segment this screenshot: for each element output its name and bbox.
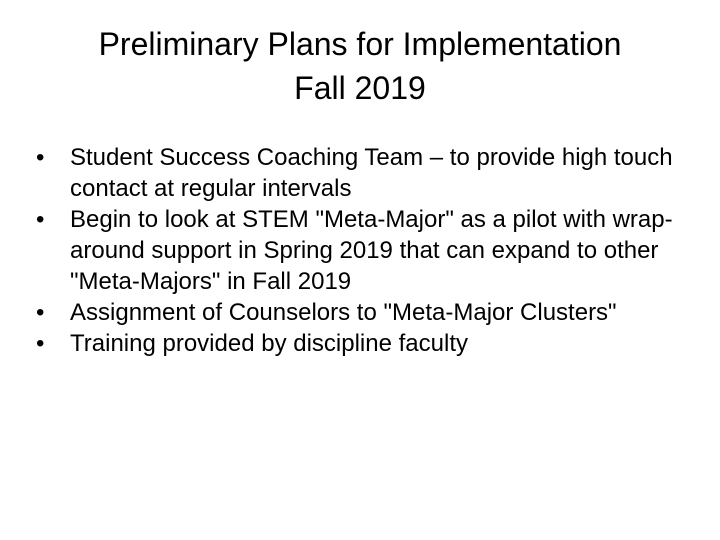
- bullet-list: [36, 142, 686, 359]
- bullet-item: [36, 297, 686, 328]
- bullet-marker: •: [36, 330, 45, 357]
- title-line-2: Fall 2019: [294, 70, 426, 106]
- bullet-text: Student Success Coaching Team – to provide high touch contact at regular intervals: [70, 144, 673, 202]
- bullet-item: [36, 328, 686, 359]
- bullet-text: Begin to look at STEM "Meta-Major" as a pilot with wrap-around support in Spring 2019 that can expand to other "Meta-Majors" in Fall 2019: [70, 206, 673, 295]
- bullet-item: [36, 142, 686, 204]
- bullet-item: [36, 204, 686, 297]
- bullet-marker: •: [36, 299, 45, 326]
- bullet-marker: •: [36, 144, 45, 171]
- title-line-1: Preliminary Plans for Implementation: [98, 26, 622, 62]
- bullet-marker: •: [36, 206, 45, 233]
- slide-title: [40, 22, 680, 110]
- bullet-text: Training provided by discipline faculty: [70, 330, 468, 357]
- bullet-text: Assignment of Counselors to "Meta-Major Clusters": [70, 299, 617, 326]
